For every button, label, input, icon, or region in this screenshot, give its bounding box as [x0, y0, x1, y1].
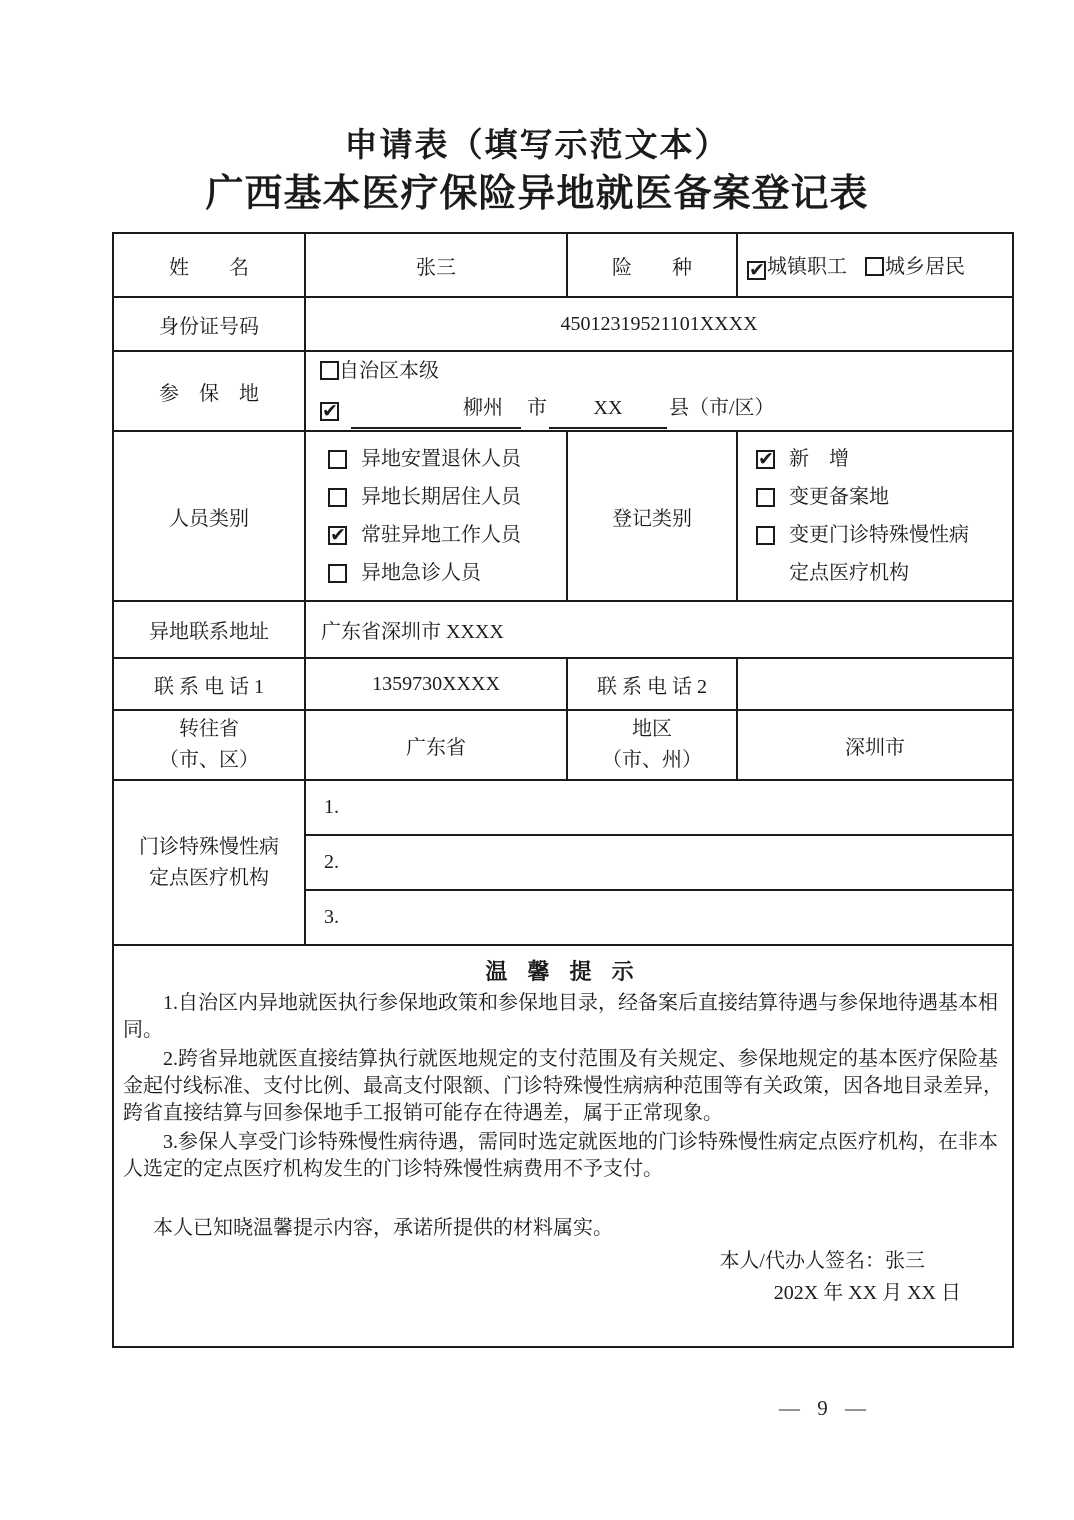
row-insured-place: [113, 351, 1013, 431]
checkbox-change-record-place[interactable]: [756, 488, 775, 507]
city-suffix: 市: [527, 397, 547, 419]
destination-region-label-line1: 地区: [632, 718, 672, 740]
checkbox-stationed-worker[interactable]: ✔: [330, 524, 346, 546]
option-label: 异地急诊人员: [361, 562, 481, 584]
checkbox-urban-employee[interactable]: ✔: [749, 259, 765, 281]
notice-paragraph-1: 1.自治区内异地就医执行参保地政策和参保地目录，经备案后直接结算待遇与参保地待遇基本相同。: [123, 992, 998, 1041]
option-label: 常驻异地工作人员: [361, 524, 521, 546]
registration-category-label: 登记类别: [567, 431, 737, 601]
form-title-line2: 广西基本医疗保险异地就医备案登记表: [205, 173, 869, 215]
name-value[interactable]: 张三: [305, 233, 567, 297]
urban-rural-resident-label: 城乡居民: [885, 256, 965, 278]
date-line[interactable]: 202X 年 XX 月 XX 日: [773, 1282, 961, 1304]
city-blank-field[interactable]: 柳州: [351, 390, 521, 429]
checkbox-emergency-patient[interactable]: [328, 564, 347, 583]
destination-region-value[interactable]: 深圳市: [737, 710, 1013, 780]
form-title-line1: 申请表（填写示范文本）: [344, 126, 730, 163]
checkbox-change-chronic-hospital[interactable]: [756, 526, 775, 545]
option-change-record-place: [756, 478, 1012, 516]
id-number-label: 身份证号码: [113, 297, 305, 351]
remote-address-value[interactable]: 广东省深圳市 XXXX: [305, 601, 1013, 658]
option-label: 变更门诊特殊慢性病: [789, 524, 969, 546]
id-number-value[interactable]: 45012319521101XXXX: [305, 297, 1013, 351]
chronic-hospital-label-line2: 定点医疗机构: [149, 866, 269, 889]
personnel-category-label: 人员类别: [113, 431, 305, 601]
registration-options-cell: [737, 431, 1013, 601]
document-header: [0, 0, 1074, 220]
insured-place-label: 参 保 地: [113, 351, 305, 431]
destination-region-label-line2: （市、州）: [602, 749, 702, 771]
row-phones: [113, 658, 1013, 710]
option-retired-relocated: [328, 440, 566, 478]
row-destination: [113, 710, 1013, 780]
checkbox-long-term-resident[interactable]: [328, 488, 347, 507]
option-label: 异地安置退休人员: [361, 448, 521, 470]
insured-place-cell: [305, 351, 1013, 431]
hospital-field-2[interactable]: 2.: [305, 835, 1013, 890]
option-stationed-worker: [328, 516, 566, 554]
checkbox-new-registration[interactable]: ✔: [758, 448, 774, 470]
urban-employee-label: 城镇职工: [767, 256, 847, 278]
checkbox-city-county[interactable]: ✔: [322, 400, 338, 422]
personnel-options-cell: [305, 431, 567, 601]
option-new-registration: [756, 440, 1012, 478]
checkbox-autonomous-region-level[interactable]: [320, 361, 339, 380]
county-blank-field[interactable]: XX: [549, 390, 667, 429]
destination-province-label-line1: 转往省: [179, 718, 239, 740]
option-label: 变更备案地: [789, 486, 889, 508]
row-name-insurance: [113, 233, 1013, 297]
chronic-hospital-label: [113, 780, 305, 945]
confirmation-statement: 本人已知晓温馨提示内容，承诺所提供的材料属实。: [153, 1217, 613, 1239]
notice-title: 温 馨 提 示: [485, 959, 641, 984]
checkbox-retired-relocated[interactable]: [328, 450, 347, 469]
notice-cell: [113, 945, 1013, 1347]
insurance-label: 险 种: [567, 233, 737, 297]
row-id-number: [113, 297, 1013, 351]
registration-form-table: [112, 232, 1014, 1348]
hospital-field-1[interactable]: 1.: [305, 780, 1013, 835]
autonomous-region-level-label: 自治区本级: [339, 360, 439, 382]
row-remote-address: [113, 601, 1013, 658]
chronic-hospital-label-line1: 门诊特殊慢性病: [139, 835, 279, 858]
option-emergency-patient: [328, 554, 566, 592]
option-label: 新 增: [789, 448, 849, 470]
option-label: 异地长期居住人员: [361, 486, 521, 508]
notice-paragraph-3: 3.参保人享受门诊特殊慢性病待遇，需同时选定就医地的门诊特殊慢性病定点医疗机构，在非本人选定的定点医疗机构发生的门诊特殊慢性病费用不予支付。: [123, 1131, 998, 1180]
row-categories: [113, 431, 1013, 601]
phone1-value[interactable]: 1359730XXXX: [305, 658, 567, 710]
destination-province-label: [113, 710, 305, 780]
checkbox-urban-rural-resident[interactable]: [865, 257, 884, 276]
destination-region-label: [567, 710, 737, 780]
option-change-chronic-hospital: [756, 516, 1012, 592]
destination-province-label-line2: （市、区）: [159, 749, 259, 771]
signature-line[interactable]: 本人/代办人签名：张三: [719, 1250, 925, 1272]
name-label: 姓 名: [113, 233, 305, 297]
row-hospital-1: [113, 780, 1013, 835]
phone2-value[interactable]: [737, 658, 1013, 710]
option-long-term-resident: [328, 478, 566, 516]
county-suffix: 县（市/区）: [669, 397, 775, 419]
option-label-line2: 定点医疗机构: [789, 562, 909, 584]
hospital-field-3[interactable]: 3.: [305, 890, 1013, 945]
row-notice: [113, 945, 1013, 1347]
notice-paragraph-2: 2.跨省异地就医直接结算执行就医地规定的支付范围及有关规定、参保地规定的基本医疗保险基金起付线标准、支付比例、最高支付限额、门诊特殊慢性病病种范围等有关政策，因各地目录差异，跨省直接结算与回参保地手工报销可能存在待遇差，属于正常现象。: [123, 1048, 1003, 1124]
phone1-label: 联 系 电 话 1: [113, 658, 305, 710]
insurance-options-cell: [737, 233, 1013, 297]
page-number: — 9 —: [779, 1396, 866, 1420]
destination-province-value[interactable]: 广东省: [305, 710, 567, 780]
phone2-label: 联 系 电 话 2: [567, 658, 737, 710]
remote-address-label: 异地联系地址: [113, 601, 305, 658]
